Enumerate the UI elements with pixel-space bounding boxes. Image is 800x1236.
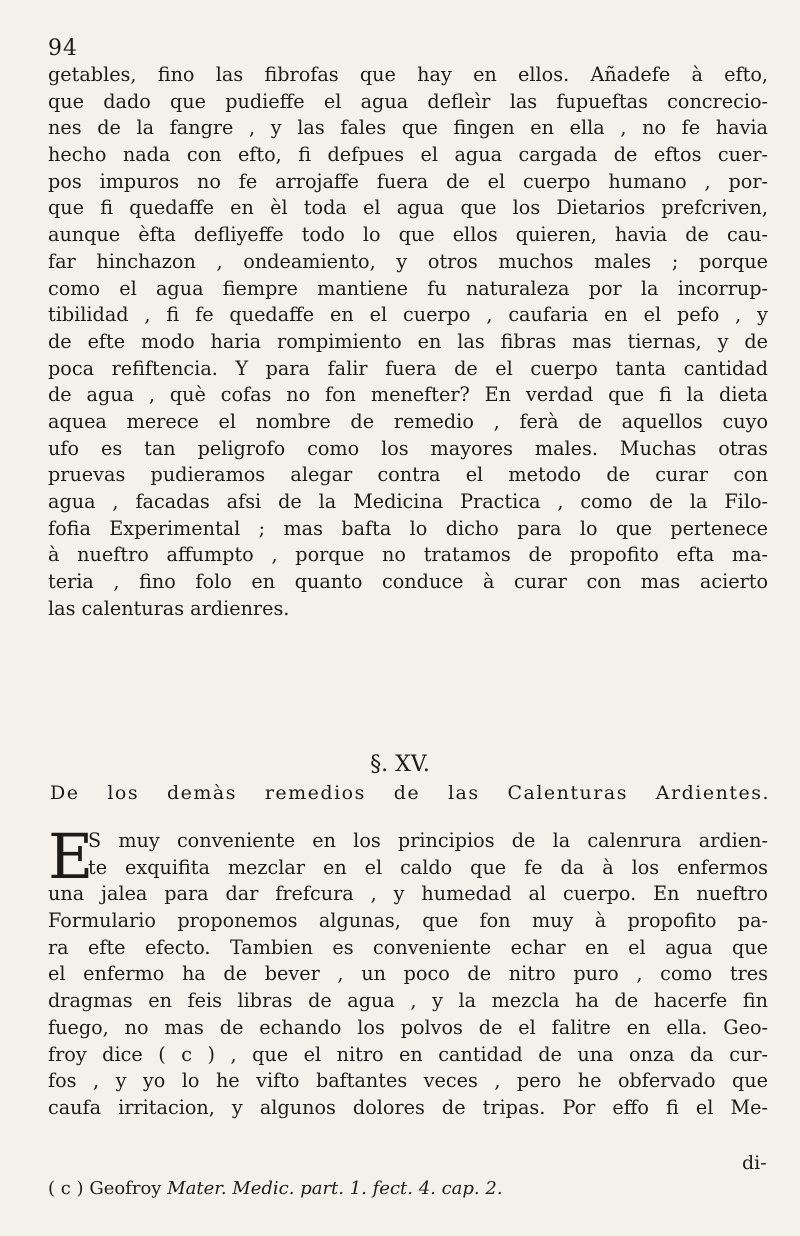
text-line: que fi quedaffe en èl toda el agua que los Dietarios prefcriven, [48,196,768,220]
text-line: te exquifita mezclar en el caldo que fe da à los enfermos [88,855,768,879]
text-line: hecho nada con efto, fi defpues el agua cargada de eftos cuer- [48,143,768,167]
paragraph-2 [48,820,768,1122]
text-line: à nueftro affumpto , porque no tratamos de propofito efta ma- [48,543,768,567]
footnote [48,1178,768,1199]
text-line: fos , y yo lo he vifto baftantes veces , pero he obfervado que [48,1069,768,1093]
paragraph-1 [48,62,768,622]
catchword: di- [742,1152,767,1174]
text-line: S muy conveniente en los principios de la calenrura ardien- [88,829,768,852]
text-line: fuego, no mas de echando los polvos de el falitre en ella. Geo- [48,1015,768,1039]
text-line: nes de la fangre , y las fales que fingen en ella , no fe havia [48,116,768,140]
text-line: Formulario proponemos algunas, que fon muy à propofito pa- [48,909,768,933]
text-line: agua , facadas afsi de la Medicina Practica , como de la Filo- [48,490,768,513]
text-line: de efte modo haria rompimiento en las fibras mas tiernas, y de [48,329,768,353]
text-line: una jalea para dar frefcura , y humedad al cuerpo. En nueftro [48,882,768,906]
text-line: de agua , què cofas no fon menefter? En verdad que fi la dieta [48,383,768,407]
text-line: teria , fino folo en quanto conduce à curar con mas acierto [48,570,768,594]
section-heading: De los demàs remedios de las Calenturas Ardientes. [50,782,770,804]
text-line: aquea merece el nombre de remedio , ferà de aquellos cuyo [48,409,768,433]
text-line: el enfermo ha de bever , un poco de nitro puro , como tres [48,962,768,986]
text-line: far hinchazon , ondeamiento, y otros muchos males ; porque [48,249,768,273]
text-line: las calenturas ardienres. [48,596,290,620]
footnote-citation: Mater. Medic. part. 1. fect. 4. cap. 2. [167,1178,503,1199]
section-number: §. XV. [370,752,430,777]
text-line: getables, fino las fibrofas que hay en ellos. Añadefe à efto, [48,63,768,86]
text-line: fofia Experimental ; mas bafta lo dicho para lo que pertenece [48,516,768,540]
text-line: ufo es tan peligrofo como los mayores males. Muchas otras [48,436,768,460]
text-line: caufa irritacion, y algunos dolores de tripas. Por effo fi el Me- [48,1095,768,1119]
footnote-marker: ( c ) [48,1178,84,1199]
text-line: pruevas pudieramos alegar contra el metodo de curar con [48,463,768,487]
footnote-author: Geofroy [89,1178,162,1199]
text-line: como el agua fiempre mantiene fu naturaleza por la incorrup- [48,276,768,300]
text-line: pos impuros no fe arrojaffe fuera de el cuerpo humano , por- [48,169,768,193]
text-line: dragmas en feis libras de agua , y la mezcla ha de hacerfe fin [48,989,768,1013]
drop-cap: E [48,820,94,893]
text-line: que dado que pudieffe el agua defleìr las fupueftas concrecio- [48,89,768,113]
page-number: 94 [48,36,78,61]
text-line: tibilidad , fi fe quedaffe en el cuerpo , caufaria en el pefo , y [48,303,768,327]
text-line: froy dice ( c ) , que el nitro en cantidad de una onza da cur- [48,1042,768,1066]
text-line: poca refiftencia. Y para falir fuera de el cuerpo tanta cantidad [48,356,768,380]
text-line: ra efte efecto. Tambien es conveniente echar en el agua que [48,935,768,959]
text-line: aunque èfta defliyeffe todo lo que ellos quieren, havia de cau- [48,223,768,247]
